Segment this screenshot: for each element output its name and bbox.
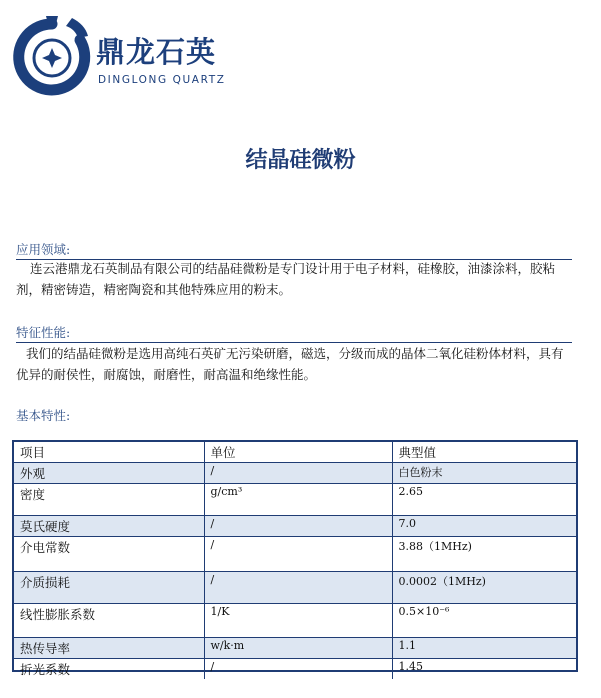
row-value: 1.1	[392, 638, 576, 659]
row-item: 介质损耗	[14, 572, 204, 604]
table-header-row	[14, 442, 576, 463]
row-value: 0.0002（1MHz)	[392, 572, 576, 604]
row-unit: 1/K	[204, 604, 392, 638]
application-text: 连云港鼎龙石英制品有限公司的结晶硅微粉是专门设计用于电子材料，硅橡胶，油漆涂料，胶粘剂，精密铸造，精密陶瓷和其他特殊应用的粉末。	[16, 261, 556, 297]
row-unit: /	[204, 572, 392, 604]
row-item: 折光系数	[14, 659, 204, 680]
features-heading: 特征性能:	[16, 323, 572, 343]
row-value: 7.0	[392, 516, 576, 537]
row-item: 莫氏硬度	[14, 516, 204, 537]
header-item: 项目	[14, 442, 204, 463]
row-unit: /	[204, 463, 392, 484]
row-item: 密度	[14, 484, 204, 516]
row-item: 外观	[14, 463, 204, 484]
header-value: 典型值	[392, 442, 576, 463]
table-row	[14, 604, 576, 638]
row-item: 热传导率	[14, 638, 204, 659]
properties-table	[12, 440, 578, 677]
dinglong-logo-icon	[12, 14, 92, 98]
row-item: 线性膨胀系数	[14, 604, 204, 638]
table-row	[14, 572, 576, 604]
table-row	[14, 463, 576, 484]
properties-heading: 基本特性:	[16, 408, 71, 423]
row-value: 2.65	[392, 484, 576, 516]
table-row	[14, 537, 576, 572]
brand-header	[10, 12, 250, 98]
row-value: 3.88（1MHz)	[392, 537, 576, 572]
row-unit: w/k·m	[204, 638, 392, 659]
application-heading: 应用领域:	[16, 240, 572, 260]
table-row	[14, 516, 576, 537]
document-title: 结晶硅微粉	[245, 148, 356, 173]
header-unit: 单位	[204, 442, 392, 463]
features-text: 我们的结晶硅微粉是选用高纯石英矿无污染研磨，磁选，分级而成的晶体二氧化硅粉体材料，具有优异的耐侯性，耐腐蚀，耐磨性，耐高温和绝缘性能。	[16, 346, 564, 382]
table-row	[14, 659, 576, 680]
row-item: 介电常数	[14, 537, 204, 572]
row-unit: /	[204, 516, 392, 537]
row-value: 白色粉末	[392, 463, 576, 484]
row-unit: /	[204, 659, 392, 680]
row-unit: /	[204, 537, 392, 572]
table-row	[14, 638, 576, 659]
row-unit: g/cm³	[204, 484, 392, 516]
row-value: 1.45	[398, 660, 423, 673]
brand-name-chinese: 鼎龙石英	[96, 35, 217, 69]
brand-name-english: DINGLONG QUARTZ	[98, 74, 226, 86]
table-row	[14, 484, 576, 516]
row-value: 0.5×10⁻⁶	[392, 604, 576, 638]
